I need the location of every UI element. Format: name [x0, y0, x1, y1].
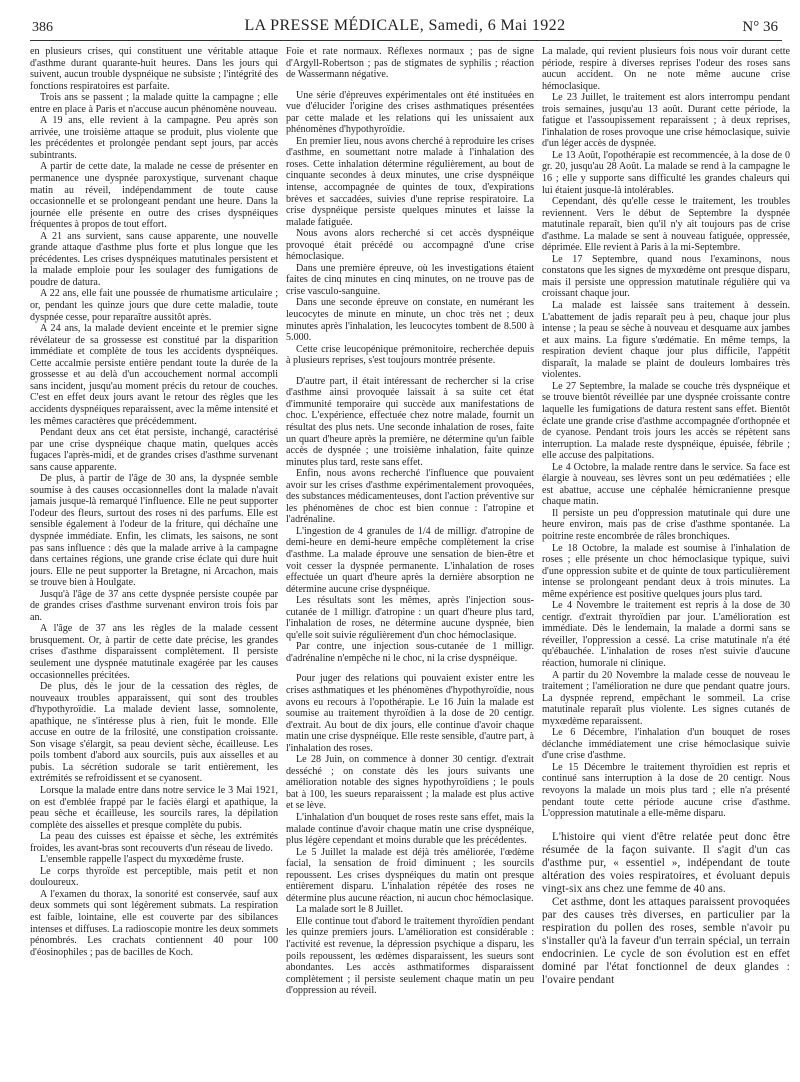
paragraph: De plus, à partir de l'âge de 30 ans, la dyspnée semble soumise à des causes occasionnelles dont la malade n'avait jamais jusque-là remarqué l'influence. Elle ne peut supporter l'odeur des fleurs, surtout des roses ni des parfums. Elle est sensible également à l'odeur de la friture, qui déchaîne une dyspnée immédiate. Enfin, les climats, les saisons, ne sont pas sans influence : dès que la malade arrive à la campagne dans certaines régions, une grande crise éclate qui dure huit jours. Elle ne peut supporter la Bretagne, ni Arcachon, mais se trouve bien à Houlgate.	[30, 473, 278, 589]
paragraph: Le 6 Décembre, l'inhalation d'un bouquet de roses déclanche immédiatement une crise hémoclasique suivie d'une crise d'asthme.	[542, 727, 790, 762]
paragraph: Pour juger des relations qui pouvaient exister entre les crises asthmatiques et les phénomènes d'hypothyroïdie, nous avons eu recours à l'opothérapie. Le 16 Juin la malade est soumise au traitement thyroïdien à la dose de 20 centigr. d'extrait. Au bout de dix jours, elle continue d'avoir chaque matin une crise dyspnéique. Elle reste sensible, d'autre part, à l'inhalation des roses.	[286, 673, 534, 754]
paragraph: De plus, dès le jour de la cessation des règles, de nouveaux troubles apparaissent, qui sont des troubles d'hypothyroïdie. La malade devient lasse, somnolente, apathique, ne s'intéresse plus à rien, fuit le monde. Elle accuse en outre de la frilosité, une constipation croissante. Son visage s'élargit, sa peau devient sèche, écailleuse. Les poils tombent d'abord aux sourcils, puis aux aisselles et au pubis. La sécrétion sudorale se tarit entièrement, les extrémités se refroidissent et se cyanosent.	[30, 681, 278, 785]
paragraph: La malade est laissée sans traitement à dessein. L'abattement de jadis reparaît peu à peu, chaque jour plus intense ; la peau se sèche à nouveau et desquame aux jambes et aux mains. La figure s'œdématie. En même temps, la respiration devient chaque jour plus difficile, l'appétit disparaît, la malade se plaint de douleurs lombaires très violentes.	[542, 300, 790, 381]
paragraph: Cependant, dès qu'elle cesse le traitement, les troubles reviennent. Vers le début de Septembre la dyspnée matutinale reparaît, bien qu'il n'y ait toujours pas de crise d'asthme. La malade se sent à nouveau fatiguée, oppressée, déprimée. Elle revient à Paris à la mi-Septembre.	[542, 196, 790, 254]
paragraph: Jusqu'à l'âge de 37 ans cette dyspnée persiste coupée par de grandes crises d'asthme survenant environ trois fois par an.	[30, 588, 278, 623]
paragraph: Le 17 Septembre, quand nous l'examinons, nous constatons que les signes de myxœdème ont presque disparu, mais il persiste une oppression matutinale régulière qui va croissant chaque jour.	[542, 253, 790, 300]
paragraph: L'ingestion de 4 granules de 1/4 de milligr. d'atropine de demi-heure en demi-heure empêche complètement la crise d'asthme. La malade éprouve une sensation de bien-être et voit cesser la dyspnée permanente. L'inhalation de roses effectuée un quart d'heure après la dernière absorption ne détermine aucune crise dyspnéique.	[286, 525, 534, 595]
paragraph: Lorsque la malade entre dans notre service le 3 Mai 1921, on est d'emblée frappé par le faciès élargi et apathique, la peau sèche et écailleuse, les sourcils rares, la dépilation complète des aisselles et presque complète du pubis.	[30, 785, 278, 831]
header-rule	[30, 40, 782, 41]
running-header	[32, 16, 778, 40]
paragraph: La malade sort le 8 Juillet.	[296, 904, 404, 916]
paragraph: L'histoire qui vient d'être relatée peut donc être résumée de la façon suivante. Il s'agit d'un cas d'asthme pur, « essentiel », indépendant de toute altération des voies respiratoires, et évoluant depuis vingt-six ans chez une femme de 40 ans.	[542, 830, 790, 895]
paragraph: Nous avons alors recherché si cet accès dyspnéique provoqué était précédé ou accompagné d'une crise hémoclasique.	[286, 228, 534, 263]
paragraph: La peau des cuisses est épaisse et sèche, les extrémités froides, les avant-bras sont recouverts d'un réseau de livedo.	[30, 831, 278, 854]
text-column-left	[30, 46, 278, 1076]
paragraph: Dans une première épreuve, où les investigations étaient faites de cinq minutes en cinq minutes, on ne trouve pas de crise vasculo-sanguine.	[286, 262, 534, 297]
page-number: 386	[32, 20, 53, 35]
journal-title: LA PRESSE MÉDICALE, Samedi, 6 Mai 1922	[244, 17, 566, 34]
paragraph: L'inhalation d'un bouquet de roses reste sans effet, mais la malade continue d'avoir chaque matin une crise dyspnéique, plus légère cependant et moins durable que les précédentes.	[286, 812, 534, 847]
paragraph: Le 4 Octobre, la malade rentre dans le service. Sa face est élargie à nouveau, ses lèvres sont un peu œdématiées ; elle est abattue, accuse une céphalée hémicranienne presque chaque matin.	[542, 461, 790, 508]
paragraph: A l'examen du thorax, la sonorité est conservée, sauf aux deux sommets qui sont légèrement submats. La respiration est faible, lointaine, elle est couverte par des sibilances intenses et diffuses. La radioscopie montre les deux sommets pénombrés. Les crachats contiennent 40 pour 100 d'éosinophiles ; pas de bacilles de Koch.	[30, 888, 278, 958]
paragraph: Le 4 Novembre le traitement est repris à la dose de 30 centigr. d'extrait thyroïdien par jour. L'amélioration est immédiate. Dès le lendemain, la malade a dormi sans se réveiller, l'oppression a cessé. La crise matutinale n'a été qu'ébauchée. L'inhalation de roses n'est suivie d'aucune réaction, humorale ni clinique.	[542, 600, 790, 669]
paragraph: Elle continue tout d'abord le traitement thyroïdien pendant les quinze premiers jours. L'amélioration est considérable : l'activité est revenue, la dépression psychique a disparu, les poils repoussent, les œdèmes disparaissent, les sueurs sont abondantes. Les accès asthmatiformes disparaissent complètement ; il persiste seulement chaque matin un peu d'oppression au réveil.	[286, 915, 534, 997]
paragraph: en plusieurs crises, qui constituent une véritable attaque d'asthme durant quarante-huit heures. Dans les jours qui suivent, aucun trouble dyspnéique ne subsiste ; l'intégrité des fonctions respiratoires est parfaite.	[30, 46, 278, 92]
paragraph: A 22 ans, elle fait une poussée de rhumatisme articulaire ; or, pendant les quinze jours que dure cette maladie, toute dyspnée cesse, pour reparaître aussitôt après.	[30, 288, 278, 323]
paragraph: A 19 ans, elle revient à la campagne. Peu après son arrivée, une troisième attaque se produit, plus violente que les précédentes et prolongée pendant sept jours, par accès subintrants.	[30, 115, 278, 161]
paragraph: Trois ans se passent ; la malade quitte la campagne ; elle entre en place à Paris et n'accuse aucun phénomène nouveau.	[30, 92, 278, 115]
paragraph: A partir de cette date, la malade ne cesse de présenter en permanence une dyspnée paroxystique, survenant chaque matin au réveil, indépendamment de toute cause occasionnelle et se prolongeant pendant une heure. Dans la journée elle présente en outre des crises dyspnéiques fréquentes à propos de tout effort.	[30, 161, 278, 231]
paragraph: Pendant deux ans cet état persiste, inchangé, caractérisé par une crise dyspnéique chaque matin, quelques accès fugaces l'après-midi, et de grandes crises d'asthme survenant sans cause apparente.	[30, 427, 278, 473]
paragraph: Le 18 Octobre, la malade est soumise à l'inhalation de roses ; elle présente un choc hémoclasique typique, suivi d'une oppression subite et de quinte de toux particulièrement intense se prolongeant pendant deux à trois minutes. La même expérience est positive quelques jours plus tard.	[542, 542, 790, 600]
paragraph: Cette crise leucopénique prémonitoire, recherchée depuis à plusieurs reprises, s'est toujours montrée présente.	[286, 343, 534, 367]
paragraph: A partir du 20 Novembre la malade cesse de nouveau le traitement ; l'amélioration ne dure que pendant quatre jours. La dyspnée reprend, empêchant le sommeil. La crise matutinale reparaît plus violente. Les signes cutanés de myxœdème reparaissent.	[542, 669, 790, 727]
issue-number: N° 36	[742, 19, 778, 35]
paragraph: Dans une seconde épreuve on constate, en numérant les leucocytes de minute en minute, un choc très net ; deux minutes après l'inhalation, les leucocytes tombent de 8.500 à 5.000.	[286, 297, 534, 344]
paragraph: Cet asthme, dont les attaques paraissent provoquées par des causes très diverses, en particulier par la respiration du pollen des roses, semble n'avoir pu s'installer qu'à la faveur d'un terrain spécial, un terrain endocrinien. Le cycle de son évolution est en effet dominé par l'état fonctionnel de deux glandes : l'ovaire pendant	[542, 895, 790, 986]
paragraph: Le 27 Septembre, la malade se couche très dyspnéique et se trouve bientôt réveillée par une dyspnée croissante contre laquelle les fumigations de datura restent sans effet. Bientôt éclate une grande crise d'asthme accompagnée d'orthopnée et de cyanose. Pendant trois jours les accès se répètent sans interruption. La malade reste dyspnéique, épuisée, fébrile ; elle accuse des palpitations.	[542, 380, 790, 462]
paragraph: L'ensemble rappelle l'aspect du myxœdème fruste.	[40, 854, 244, 866]
paragraph: Foie et rate normaux. Réflexes normaux ; pas de signe d'Argyll-Robertson ; pas de stigmates de syphilis ; réaction de Wassermann négative.	[286, 46, 534, 81]
paragraph: Le 5 Juillet la malade est déjà très améliorée, l'œdème facial, la sensation de froid diminuent ; les sourcils repoussent. Les crises dyspnéiques du matin ont presque entièrement disparu. L'inhalation répétée des roses ne détermine plus aucune réaction, ni aucun choc hémoclasique.	[286, 846, 534, 904]
paragraph: En premier lieu, nous avons cherché à reproduire les crises d'asthme, en soumettant notre malade à l'inhalation des roses. Cette inhalation détermine régulièrement, au bout de cinquante secondes à deux minutes, une crise dyspnéique intense, accompagnée de quintes de toux, d'expirations brèves et saccadées, suivies d'une reprise respiratoire. La crise dyspnéique persiste quelques minutes et laisse la malade fatiguée.	[286, 135, 534, 228]
paragraph: Le 15 Décembre le traitement thyroïdien est repris et continué sans interruption à la dose de 20 centigr. Nous revoyons la malade un mois plus tard ; elle n'a présenté pendant toute cette période aucune crise d'asthme. L'oppression matutinale a elle-même disparu.	[542, 761, 790, 820]
paragraph: Le 28 Juin, on commence à donner 30 centigr. d'extrait desséché ; on constate dès les jours suivants une amélioration notable des signes hypothyroïdiens ; le pouls bat à 100, les sueurs reparaissent ; la malade est plus active et se lève.	[286, 754, 534, 812]
paragraph: A l'âge de 37 ans les règles de la malade cessent brusquement. Or, à partir de cette date précise, les grandes crises d'asthme disparaissent complètement. Il persiste seulement une dyspnée matutinale exagérée par les causes occasionnelles précitées.	[30, 623, 278, 681]
paragraph: Enfin, nous avons recherché l'influence que pouvaient avoir sur les crises d'asthme expérimentalement provoquées, des substances médicamenteuses, dont l'action préventive sur les phénomènes de choc est bien connue : l'atropine et l'adrénaline.	[286, 468, 534, 526]
paragraph: Il persiste un peu d'oppression matutinale qui dure une heure environ, mais pas de crise d'asthme spontanée. La poitrine reste encombrée de râles bronchiques.	[542, 507, 790, 542]
text-column-middle	[286, 46, 534, 1076]
paragraph: Le 23 Juillet, le traitement est alors interrompu pendant trois semaines, jusqu'au 13 août. Durant cette période, la fatigue et l'assoupissement reparaissent ; à deux reprises, l'inhalation de roses provoque une crise hémoclasique, suivie d'un léger accès de dyspnée.	[542, 92, 790, 150]
paragraph: Une série d'épreuves expérimentales ont été instituées en vue d'élucider l'origine des crises asthmatiques présentées par cette malade et les relations qui les unissaient aux phénomènes d'hypothyroïdie.	[286, 89, 534, 136]
text-column-right	[542, 46, 790, 1076]
paragraph: Les résultats sont les mêmes, après l'injection sous-cutanée de 1 milligr. d'atropine : un quart d'heure plus tard, l'inhalation de roses, ne détermine aucune dyspnée, bien qu'elle soit suivie régulièrement d'un choc hémoclasique.	[286, 595, 534, 641]
paragraph: Le 13 Août, l'opothérapie est recommencée, à la dose de 0 gr. 20, jusqu'au 28 Août. La malade se rend à la campagne le 16 ; elle y supporte sans difficulté les grandes chaleurs qui lui étaient jusque-là intolérables.	[542, 149, 790, 196]
paragraph: La malade, qui revient plusieurs fois nous voir durant cette période, respire à diverses reprises l'odeur des roses sans aucun accident. On ne note même aucune crise hémoclasique.	[542, 46, 790, 92]
paragraph: D'autre part, il était intéressant de rechercher si la crise d'asthme ainsi provoquée laissait à sa suite cet état d'immunité temporaire qui succède aux manifestations de choc. L'expérience, effectuée chez notre malade, fournit un résultat des plus nets. Une seconde inhalation de roses, faite un quart d'heure après la première, ne détermine qu'un faible accès de dyspnée ; une troisième inhalation, faite quinze minutes plus tard, reste sans effet.	[286, 375, 534, 468]
paragraph: Le corps thyroïde est perceptible, mais petit et non douloureux.	[30, 865, 278, 889]
paragraph: A 21 ans survient, sans cause apparente, une nouvelle grande attaque d'asthme plus forte et plus longue que les précédentes. Les crises dyspnéiques matutinales persistent et la malade emploie pour les soulager des fumigations de poudre de datura.	[30, 230, 278, 288]
paragraph: Par contre, une injection sous-cutanée de 1 milligr. d'adrénaline n'empêche ni le choc, ni la crise dyspnéique.	[286, 641, 534, 664]
paragraph: A 24 ans, la malade devient enceinte et le premier signe révélateur de sa grossesse est constitué par la disparition immédiate et complète de tous les accidents dyspnéiques. Cette accalmie persiste entière pendant toute la durée de la grossesse et au delà d'un accouchement normal accompli sans incident, jusqu'au moment précis du retour de couches. C'est en effet deux jours avant le retour des règles que les accidents dyspnéiques reparaissent, avec la même intensité et les mêmes caractères que précédemment.	[30, 323, 278, 427]
